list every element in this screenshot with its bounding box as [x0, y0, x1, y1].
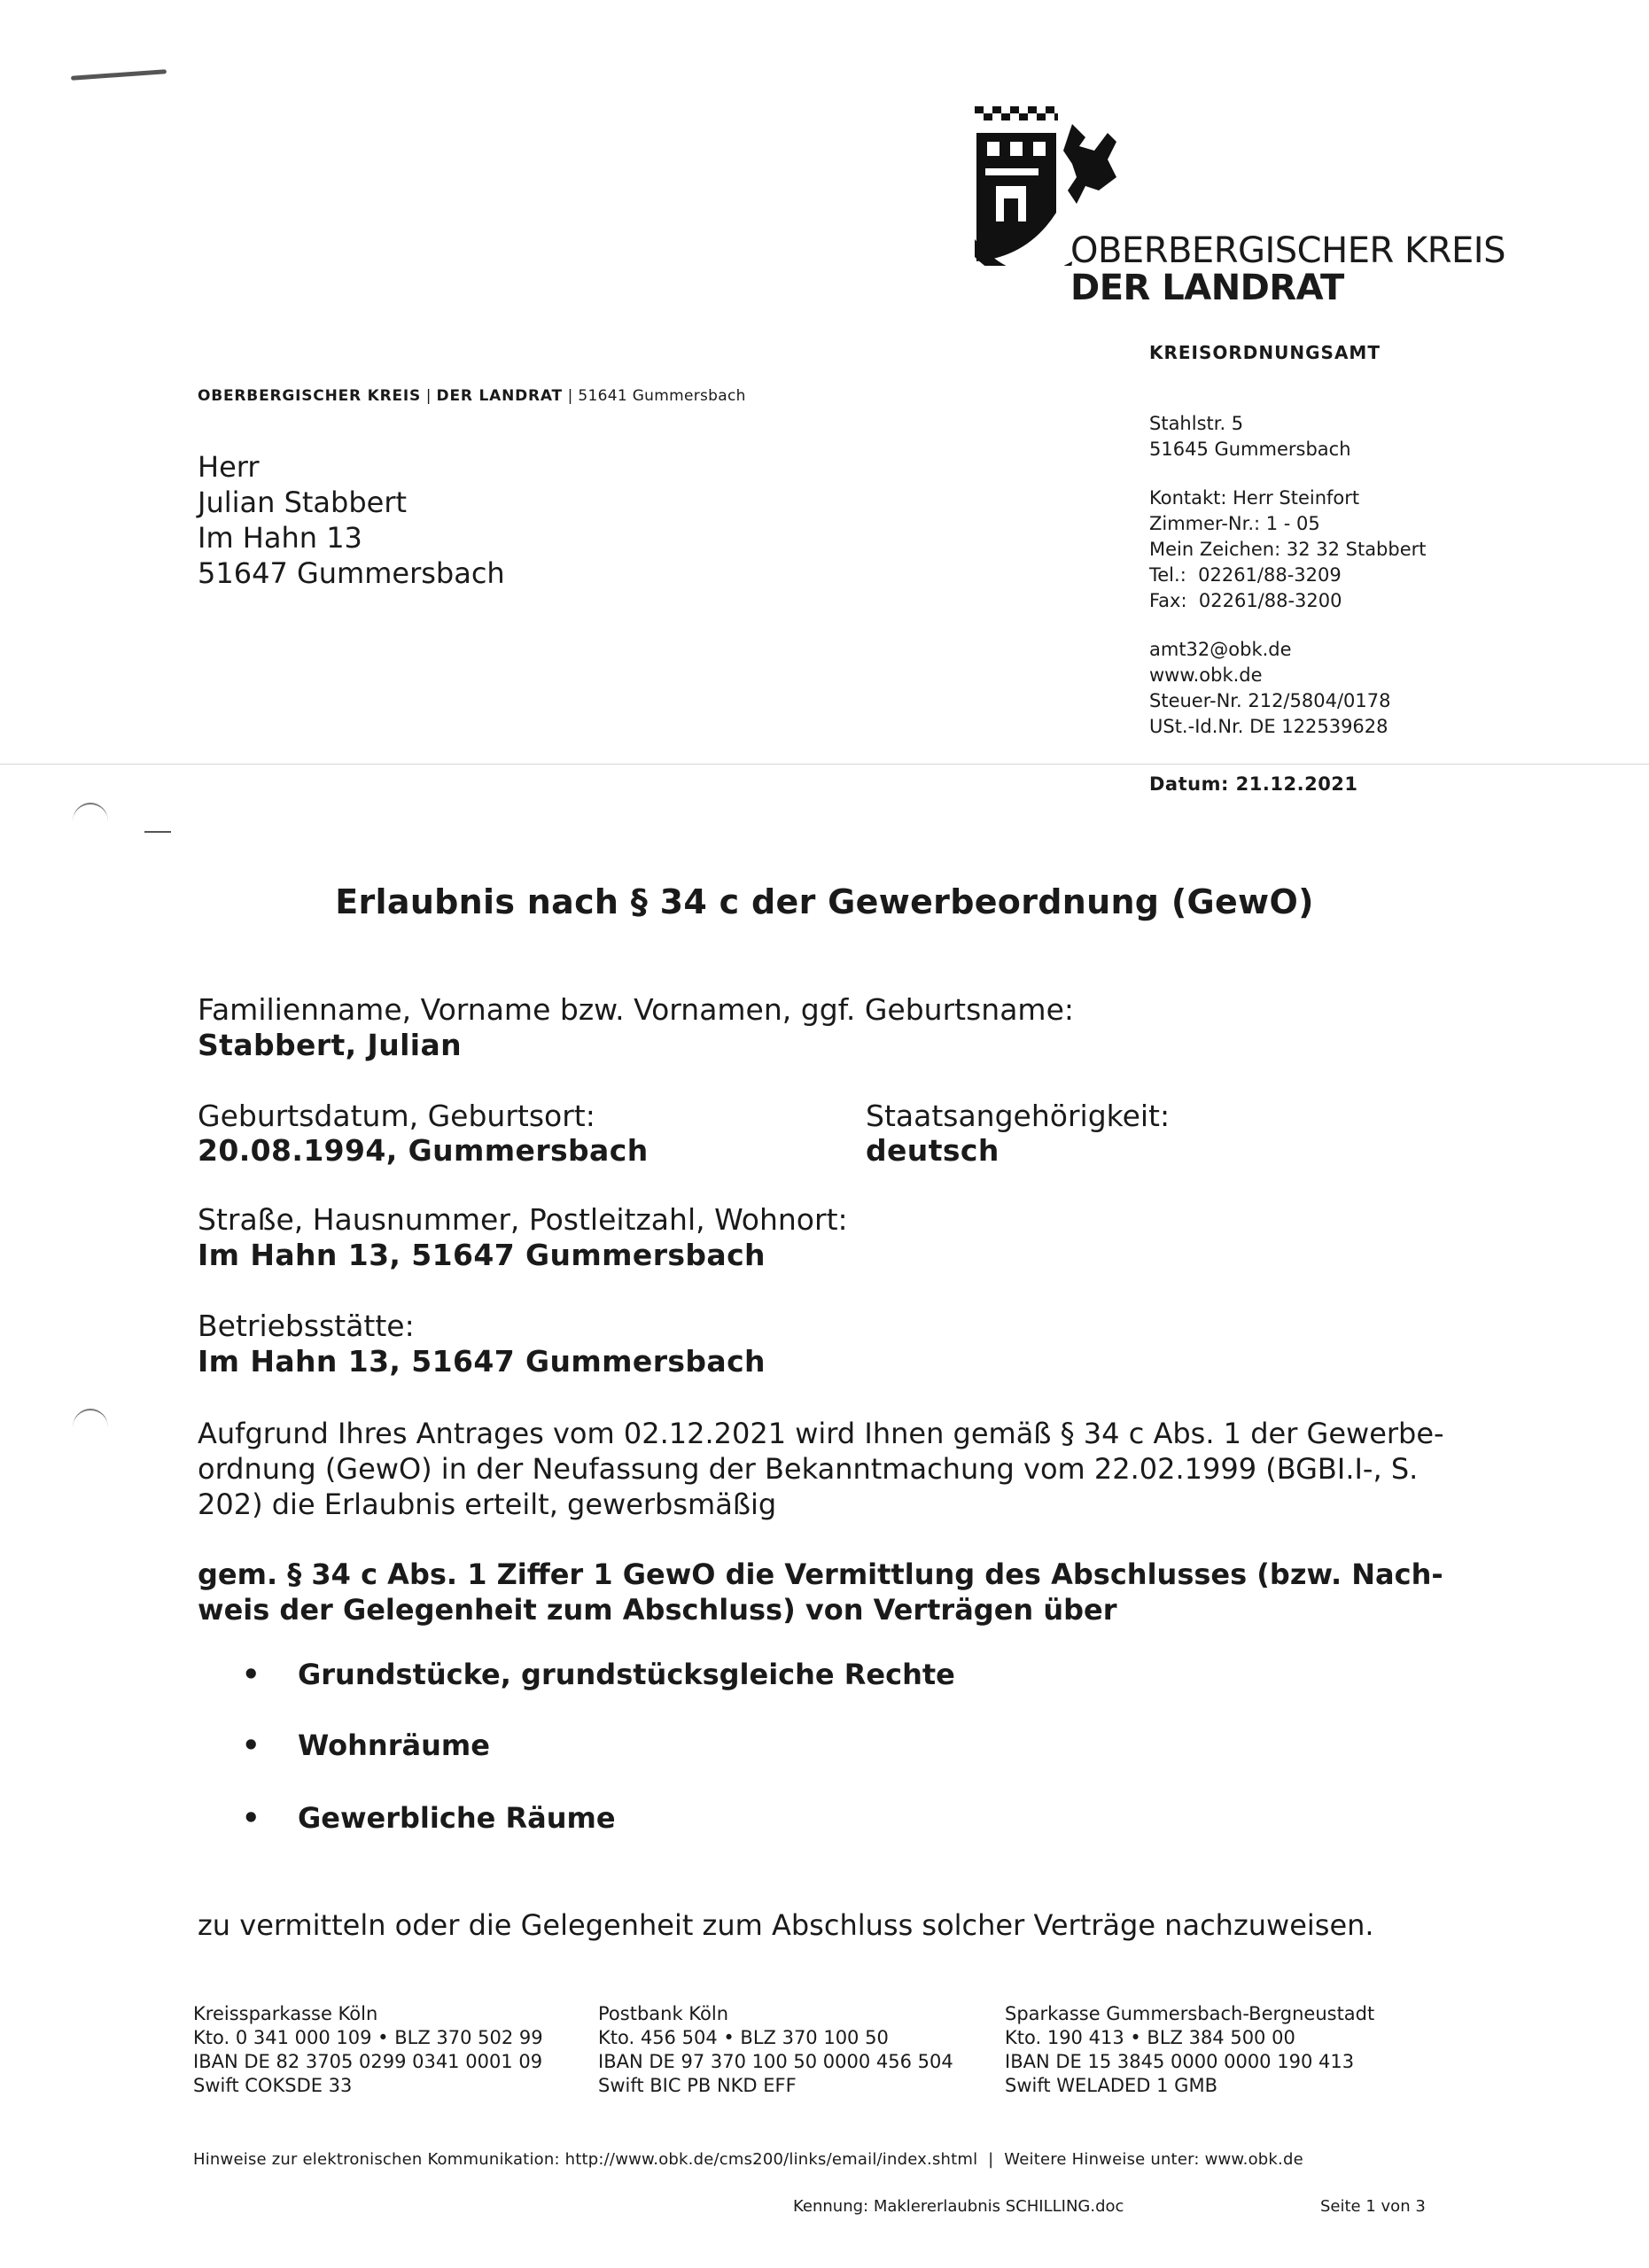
scope-paragraph: [198, 1557, 1443, 1627]
bullet-icon: •: [242, 1801, 261, 1835]
recipient-street: Im Hahn 13: [198, 521, 362, 555]
bank-swift: Swift COKSDE 33: [193, 2075, 353, 2096]
recipient-city: 51647 Gummersbach: [198, 556, 505, 590]
bank-iban: IBAN DE 82 3705 0299 0341 0001 09: [193, 2051, 543, 2072]
bank-name: Postbank Köln: [598, 2003, 728, 2024]
bullet-icon: •: [242, 1658, 261, 1691]
document-identifier: Kennung: Maklererlaubnis SCHILLING.doc: [793, 2197, 1124, 2216]
phone: Tel.: 02261/88-3209: [1149, 564, 1342, 586]
vat-id: USt.-Id.Nr. DE 122539628: [1149, 716, 1388, 737]
office-city: 51645 Gummersbach: [1149, 439, 1351, 460]
bank-details: [193, 2002, 543, 2098]
paragraph-line: Aufgrund Ihres Antrages vom 02.12.2021 wird Ihnen gemäß § 34 c Abs. 1 der Gewerbe-: [198, 1417, 1444, 1450]
bank-name: Sparkasse Gummersbach-Bergneustadt: [1005, 2003, 1375, 2024]
punch-hole-mark-bottom: [73, 1409, 108, 1446]
sender-address: 51641 Gummersbach: [578, 387, 746, 405]
punch-hole-mark-top: [73, 803, 108, 840]
bank-account: Kto. 456 504 • BLZ 370 100 50: [598, 2027, 889, 2048]
bullet-icon: •: [242, 1728, 261, 1762]
list-item: [242, 1801, 616, 1835]
sender-org: OBERBERGISCHER KREIS: [198, 387, 422, 405]
address-value: Im Hahn 13, 51647 Gummersbach: [198, 1238, 766, 1272]
bank-account: Kto. 0 341 000 109 • BLZ 370 502 99: [193, 2027, 543, 2048]
document-title: Erlaubnis nach § 34 c der Gewerbeordnung (GewO): [335, 882, 1314, 921]
contact-block: [1149, 411, 1427, 740]
scan-line: [0, 764, 1649, 765]
permission-paragraph: [198, 1416, 1456, 1522]
logo-title-line1: OBERBERGISCHER KREIS: [1070, 230, 1505, 271]
recipient-name: Julian Stabbert: [198, 485, 408, 519]
document-date: Datum: 21.12.2021: [1149, 773, 1358, 795]
list-item: [242, 1728, 490, 1762]
paragraph-line: ordnung (GewO) in der Neufassung der Bekanntmachung vom 22.02.1999 (BGBI.I-, S.: [198, 1452, 1419, 1486]
office-street: Stahlstr. 5: [1149, 413, 1244, 434]
staple-mark: [71, 69, 167, 81]
paragraph-line: gem. § 34 c Abs. 1 Ziffer 1 GewO die Vermittlung des Abschlusses (bzw. Nach-: [198, 1557, 1443, 1591]
communication-notice: Hinweise zur elektronischen Kommunikation: http://www.obk.de/cms200/links/email/index.shtml | Weitere Hinweise unter: www.obk.de: [193, 2150, 1303, 2169]
site-label: Betriebsstätte:: [198, 1309, 415, 1343]
list-item: [242, 1658, 955, 1691]
bank-account: Kto. 190 413 • BLZ 384 500 00: [1005, 2027, 1295, 2048]
fax: Fax: 02261/88-3200: [1149, 590, 1342, 611]
bank-swift: Swift WELADED 1 GMB: [1005, 2075, 1217, 2096]
nationality-label: Staatsangehörigkeit:: [866, 1099, 1171, 1133]
separator: |: [567, 387, 573, 405]
site-value: Im Hahn 13, 51647 Gummersbach: [198, 1344, 766, 1379]
bank-swift: Swift BIC PB NKD EFF: [598, 2075, 797, 2096]
bank-details: [598, 2002, 953, 2098]
contact-person: Kontakt: Herr Steinfort: [1149, 487, 1360, 509]
bank-details: [1005, 2002, 1374, 2098]
birth-label: Geburtsdatum, Geburtsort:: [198, 1099, 595, 1133]
fold-mark: [144, 831, 171, 833]
nationality-value: deutsch: [866, 1133, 1000, 1168]
website-link[interactable]: www.obk.de: [1149, 664, 1263, 686]
recipient-salutation: Herr: [198, 450, 260, 484]
tax-number: Steuer-Nr. 212/5804/0178: [1149, 690, 1391, 711]
email-link[interactable]: amt32@obk.de: [1149, 639, 1292, 660]
department-name: KREISORDNUNGSAMT: [1149, 342, 1381, 363]
closing-sentence: zu vermitteln oder die Gelegenheit zum Abschluss solcher Verträge nachzuweisen.: [198, 1908, 1374, 1942]
birth-value: 20.08.1994, Gummersbach: [198, 1133, 649, 1168]
separator: |: [425, 387, 432, 405]
sender-return-address: [198, 387, 746, 405]
address-label: Straße, Hausnummer, Postleitzahl, Wohnort:: [198, 1202, 848, 1237]
room-number: Zimmer-Nr.: 1 - 05: [1149, 513, 1320, 534]
list-item-text: Wohnräume: [298, 1728, 490, 1762]
oberbergischer-kreis-logo: [975, 106, 1505, 310]
logo-title-line2: DER LANDRAT: [1070, 268, 1344, 308]
bank-iban: IBAN DE 97 370 100 50 0000 456 504: [598, 2051, 953, 2072]
paragraph-line: weis der Gelegenheit zum Abschluss) von Verträgen über: [198, 1593, 1117, 1627]
list-item-text: Gewerbliche Räume: [298, 1801, 616, 1835]
reference: Mein Zeichen: 32 32 Stabbert: [1149, 539, 1427, 560]
list-item-text: Grundstücke, grundstücksgleiche Rechte: [298, 1658, 955, 1691]
bank-iban: IBAN DE 15 3845 0000 0000 190 413: [1005, 2051, 1355, 2072]
recipient-address: [198, 449, 505, 591]
bank-name: Kreissparkasse Köln: [193, 2003, 378, 2024]
name-value: Stabbert, Julian: [198, 1028, 463, 1062]
page-number: Seite 1 von 3: [1320, 2197, 1426, 2216]
name-label: Familienname, Vorname bzw. Vornamen, ggf. Geburtsname:: [198, 992, 1074, 1027]
paragraph-line: 202) die Erlaubnis erteilt, gewerbsmäßig: [198, 1487, 777, 1521]
sender-title: DER LANDRAT: [436, 387, 563, 405]
